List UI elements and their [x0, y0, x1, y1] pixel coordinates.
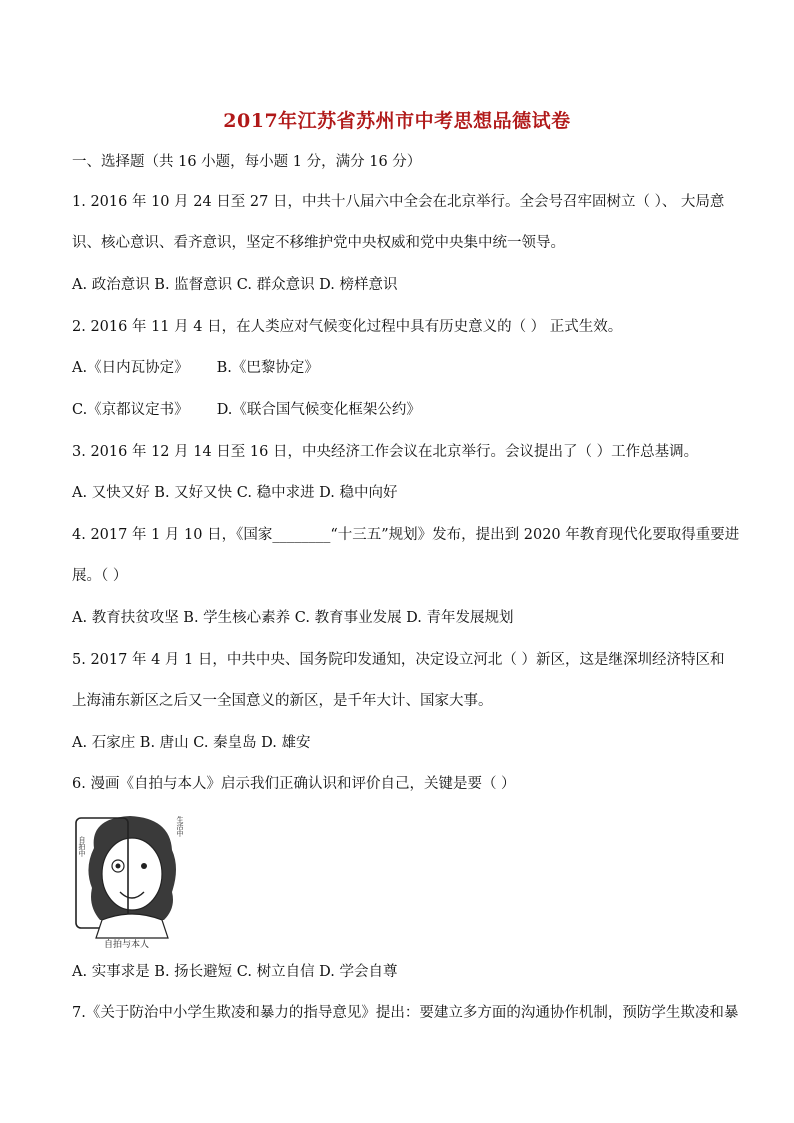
question-2-line-1: 2. 2016 年 11 月 4 日，在人类应对气候变化过程中具有历史意义的（ ） 正式生效。: [72, 319, 623, 335]
question-4-line-1: 4. 2017 年 1 月 10 日，《国家________“十三五”规划》发布，提出到 2020 年教育现代化要取得重要进: [72, 527, 740, 543]
question-7-line-1: 7.《关于防治中小学生欺凌和暴力的指导意见》提出：要建立多方面的沟通协作机制，预防学生欺凌和暴: [72, 1005, 739, 1021]
question-4-options: A. 教育扶贫攻坚 B. 学生核心素养 C. 教育事业发展 D. 青年发展规划: [72, 610, 514, 626]
question-2-options-row-1: [72, 358, 732, 378]
label-right: 生活中: [176, 816, 184, 837]
question-5-options: A. 石家庄 B. 唐山 C. 秦皇岛 D. 雄安: [72, 735, 311, 751]
question-2-options-row-2: [72, 400, 732, 420]
question-4-line-2: 展。（ ）: [72, 568, 128, 584]
figure-caption: 自拍与本人: [104, 940, 150, 948]
section-heading: 一、选择题（共 16 小题，每小题 1 分，满分 16 分）: [72, 154, 422, 170]
face-shape: [102, 838, 162, 910]
label-left: 自拍中: [78, 836, 86, 857]
right-eye: [141, 863, 147, 869]
question-5-line-2: 上海浦东新区之后又一全国意义的新区，是千年大计、国家大事。: [72, 693, 493, 709]
question-1-line-2: 识、核心意识、看齐意识，坚定不移维护党中央权威和党中央集中统一领导。: [72, 235, 565, 251]
question-3-line-1: 3. 2016 年 12 月 14 日至 16 日，中央经济工作会议在北京举行。会议提出了（ ）工作总基调。: [72, 444, 699, 460]
question-6-line-1: 6. 漫画《自拍与本人》启示我们正确认识和评价自己，关键是要（ ）: [72, 776, 516, 792]
option-c: C.《京都议定书》: [72, 402, 189, 418]
option-a: A.《日内瓦协定》: [72, 360, 189, 376]
option-d: D.《联合国气候变化框架公约》: [216, 402, 421, 418]
question-1-options: A. 政治意识 B. 监督意识 C. 群众意识 D. 榜样意识: [72, 277, 398, 293]
page-title: 2017年江苏省苏州市中考思想品德试卷: [223, 110, 571, 132]
question-5-line-1: 5. 2017 年 4 月 1 日，中共中央、国务院印发通知，决定设立河北（ ）新区，这是继深圳经济特区和: [72, 652, 725, 668]
cartoon-selfie-vs-self: [72, 808, 192, 948]
question-6-options: A. 实事求是 B. 扬长避短 C. 树立自信 D. 学会自尊: [72, 964, 398, 980]
question-3-options: A. 又快又好 B. 又好又快 C. 稳中求进 D. 稳中向好: [72, 485, 398, 501]
question-1-line-1: 1. 2016 年 10 月 24 日至 27 日，中共十八届六中全会在北京举行。全会号召牢固树立（ ）、 大局意: [72, 194, 725, 210]
option-b: B.《巴黎协定》: [216, 360, 319, 376]
